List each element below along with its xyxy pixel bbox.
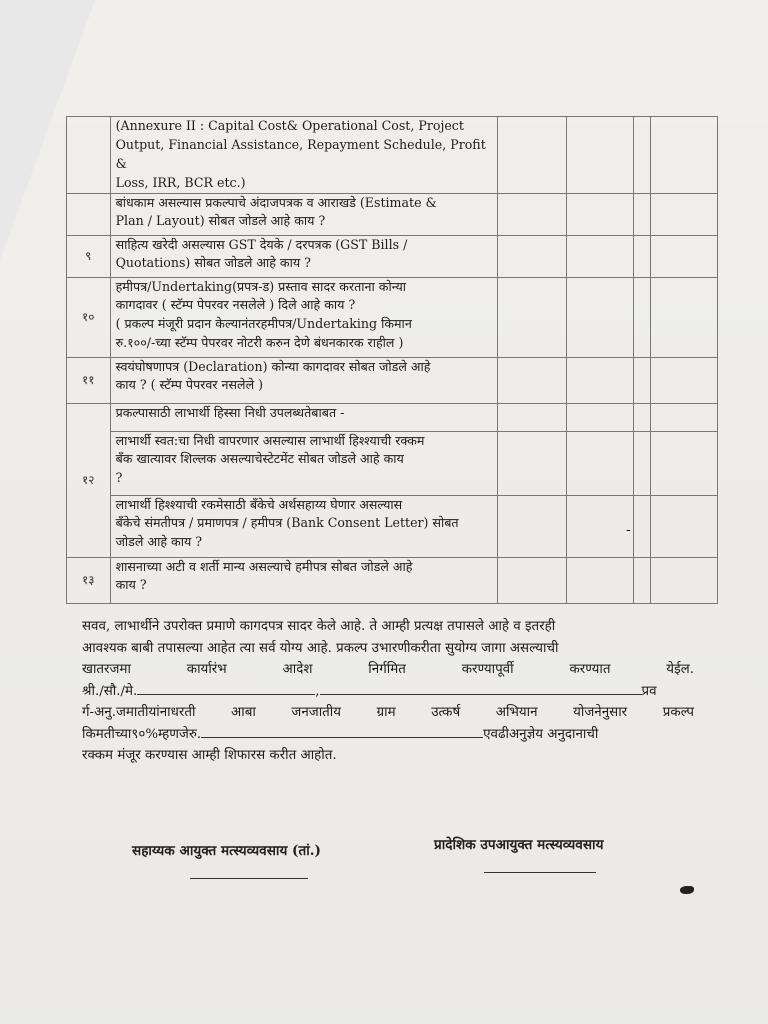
row-description [110,193,498,235]
row-number: ९ [67,235,111,277]
answer-cell-3 [634,403,651,431]
description-line: ? [115,470,123,486]
para-line-1: सवव, लाभार्थीने उपरोक्त प्रमाणे कागदपत्र सादर केले आहे. ते आम्ही प्रत्यक्ष तपासले आहे व इतरही [82,619,556,634]
row-description [110,403,498,431]
row-number: १२ [67,403,111,557]
table-row [67,235,718,277]
description-line: कागदावर ( स्टॅम्प पेपरवर नसलेले ) दिले आहे काय ? [115,297,356,313]
answer-cell-2 [567,117,634,194]
para-line-4 [82,681,694,703]
description-line: Quotations) सोबत जोडले आहे काय ? [115,255,311,271]
answer-cell-3 [634,235,651,277]
answer-cell-4 [650,557,717,603]
table-row [67,557,718,603]
answer-cell-3 [634,431,651,495]
answer-cell-1 [498,431,567,495]
answer-cell-4 [650,403,717,431]
description-line: बँक खात्यावर शिल्लक असल्याचेस्टेटमेंट सोबत जोडले आहे काय [115,451,404,467]
description-line: शासनाच्या अटी व शर्ती मान्य असल्याचे हमीपत्र सोबत जोडले आहे [115,558,413,574]
answer-cell-4 [650,431,717,495]
description-line: काय ? ( स्टॅम्प पेपरवर नसलेले ) [115,377,264,393]
category-blank [320,682,642,695]
answer-cell-1 [498,403,567,431]
signature-regional-deputy-commissioner: प्रादेशिक उपआयुक्त मत्स्यव्यवसाय [434,837,604,853]
description-line: लाभार्थी स्वत:चा निधी वापरणार असल्यास लाभार्थी हिश्श्याची रक्कम [115,432,425,448]
signature-line-left [190,878,308,879]
name-blank [137,682,315,695]
answer-cell-2 [567,235,634,277]
row-description [110,357,498,403]
answer-cell-3 [634,495,651,557]
description-line: Output, Financial Assistance, Repayment Schedule, Profit & [115,136,486,171]
description-line: काय ? [115,577,147,593]
answer-cell-4 [650,277,717,357]
signature-line-right [484,872,596,873]
description-line: लाभार्थी हिश्श्याची रकमेसाठी बँकेचे अर्थसहाय्य घेणार असल्यास [115,496,403,512]
description-line: हमीपत्र/Undertaking(प्रपत्र-ड) प्रस्ताव सादर करताना कोन्या [115,278,407,294]
answer-cell-2 [567,403,634,431]
para-line-6 [82,724,694,746]
answer-cell-3 [634,117,651,194]
answer-cell-2 [567,357,634,403]
para-line-7: रक्कम मंजूर करण्यास आम्ही शिफारस करीत आहोत. [82,748,337,763]
description-line: स्वयंघोषणापत्र (Declaration) कोन्या कागदावर सोबत जोडले आहे [115,358,431,374]
table-row [67,193,718,235]
answer-cell-4 [650,495,717,557]
row-description [110,495,498,557]
answer-cell-1 [498,357,567,403]
comma: , [315,683,320,699]
table-row [67,495,718,557]
answer-cell-3 [634,557,651,603]
table-row [67,403,718,431]
row-number: १३ [67,557,111,603]
amount-prefix: किमतीच्या९०%म्हणजेरु. [82,726,202,742]
row-number [67,117,111,194]
description-line: बँकेचे संमतीपत्र / प्रमाणपत्र / हमीपत्र (Bank Consent Letter) सोबत [115,515,459,531]
answer-cell-3 [634,277,651,357]
answer-cell-1 [498,193,567,235]
category-suffix: प्रव [641,683,657,699]
table-row [67,357,718,403]
amount-suffix: एवढीअनुज्ञेय अनुदानाची [483,726,599,742]
answer-cell-4 [650,193,717,235]
answer-cell-1 [498,235,567,277]
answer-cell-1 [498,117,567,194]
row-description [110,235,498,277]
table-row [67,277,718,357]
table-row [67,117,718,194]
answer-cell-4 [650,117,717,194]
ink-blot-mark [680,886,694,894]
description-line: Loss, IRR, BCR etc.) [115,174,246,190]
table-row [67,431,718,495]
checklist-table [66,116,718,604]
description-line: रु.१००/-च्या स्टॅम्प पेपरवर नोटरी करुन देणे बंधनकारक राहील ) [115,335,404,351]
row-description [110,431,498,495]
description-line: प्रकल्पासाठी लाभार्थी हिस्सा निधी उपलब्धतेबाबत - [115,404,345,420]
answer-cell-4 [650,357,717,403]
description-line: ( प्रकल्प मंजूरी प्रदान केल्यानंतरहमीपत्र/Undertaking किमान [115,316,412,332]
answer-cell-2 [567,193,634,235]
answer-cell-2 [567,557,634,603]
row-description [110,557,498,603]
dash-mark: - [626,522,631,538]
name-prefix: श्री./सौ./मे. [82,683,138,699]
amount-blank [201,725,483,738]
row-number [67,193,111,235]
answer-cell-2 [567,495,634,557]
para-line-5: र्ग-अनु.जमातीयांनाधरती आबा जनजातीय ग्राम उत्कर्ष अभियान योजनेनुसार प्रकल्प [82,705,694,720]
answer-cell-4 [650,235,717,277]
row-number: १० [67,277,111,357]
description-line: बांधकाम असल्यास प्रकल्पाचे अंदाजपत्रक व आराखडे (Estimate & [115,194,437,210]
answer-cell-2 [567,431,634,495]
description-line: Plan / Layout) सोबत जोडले आहे काय ? [115,213,326,229]
answer-cell-1 [498,495,567,557]
row-description [110,277,498,357]
para-line-3: खातरजमा कार्यारंभ आदेश निर्गमित करण्यापूर्वी करण्यात येईल. [82,662,694,677]
answer-cell-3 [634,357,651,403]
description-line: जोडले आहे काय ? [115,534,203,550]
recommendation-paragraph [82,616,694,767]
signature-assistant-commissioner: सहाय्यक आयुक्त मत्स्यव्यवसाय (तां.) [132,843,321,859]
answer-cell-2 [567,277,634,357]
answer-cell-1 [498,277,567,357]
row-description [110,117,498,194]
row-number: ११ [67,357,111,403]
answer-cell-1 [498,557,567,603]
description-line: साहित्य खरेदी असल्यास GST देयके / दरपत्रक (GST Bills / [115,236,408,252]
answer-cell-3 [634,193,651,235]
para-line-2: आवश्यक बाबी तपासल्या आहेत त्या सर्व योग्य आहे. प्रकल्प उभारणीकरीता सुयोग्य जागा असल्याची [82,640,559,656]
description-line: (Annexure II : Capital Cost& Operational Cost, Project [115,118,464,133]
